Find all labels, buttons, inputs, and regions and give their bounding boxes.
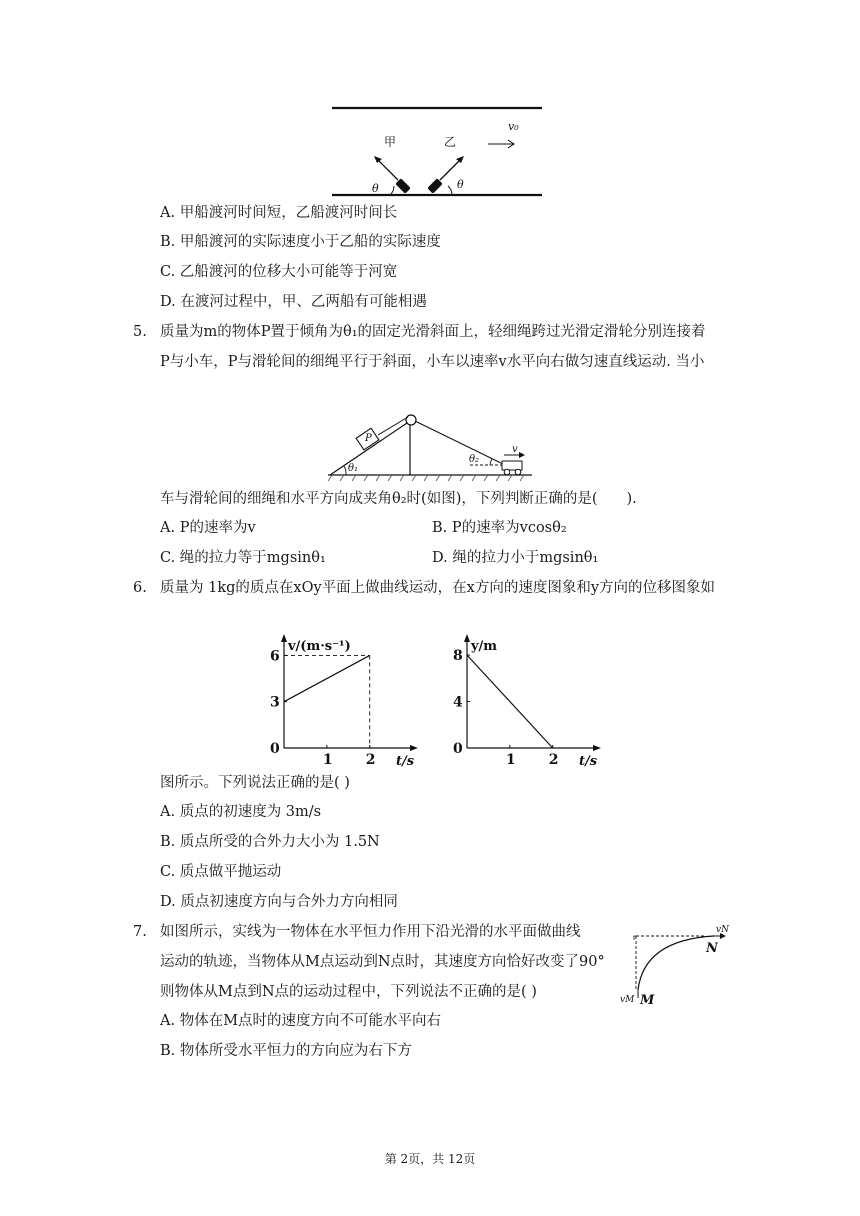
y-tick-label: 3 (270, 694, 280, 711)
rope-to-car (415, 421, 505, 465)
velocity-arrow-jia (376, 158, 398, 180)
x-axis-arrow (593, 745, 601, 751)
y-tick-label: 8 (453, 648, 463, 665)
displacement-time-graph (445, 630, 605, 772)
boat-jia (395, 178, 411, 194)
q5-number: 5. (133, 324, 147, 340)
q7-option-b: B. 物体所受水平恒力的方向应为右下方 (160, 1043, 412, 1059)
origin-label: 0 (270, 741, 280, 757)
q4-option-d: D. 在渡河过程中，甲、乙两船有可能相遇 (160, 294, 427, 310)
label-yi: 乙 (444, 135, 457, 149)
q4-option-a: A. 甲船渡河时间短，乙船渡河时间长 (160, 205, 398, 221)
river-crossing-figure (320, 100, 550, 200)
label-v0: v₀ (508, 120, 519, 133)
x-axis-arrow (410, 745, 418, 751)
velocity-time-graph (262, 630, 422, 772)
q6-option-c: C. 质点做平抛运动 (160, 864, 282, 880)
label-m: M (640, 993, 655, 1008)
q7-number: 7. (133, 924, 147, 940)
x-tick-label: 1 (505, 752, 516, 768)
cart (502, 461, 522, 470)
q7-text-line2: 运动的轨迹，当物体从M点运动到N点时，其速度方向恰好改变了90° (160, 954, 605, 970)
pulley (406, 415, 416, 425)
q5-option-c: C. 绳的拉力等于mgsinθ₁ (160, 550, 326, 566)
y-axis-arrow (281, 634, 287, 642)
q6-text-line1: 质量为 1kg的质点在xOy平面上做曲线运动，在x方向的速度图象和y方向的位移图象如 (160, 580, 716, 596)
q5-option-a: A. P的速率为v (160, 520, 256, 536)
velocity-arrow-yi (440, 158, 462, 180)
label-theta1: θ₁ (348, 463, 359, 474)
label-v: v (512, 444, 518, 455)
q5-option-d: D. 绳的拉力小于mgsinθ₁ (432, 550, 599, 566)
q5-text-line3: 车与滑轮间的细绳和水平方向成夹角θ₂时(如图)，下列判断正确的是( ). (160, 491, 637, 507)
x-axis-label: t/s (396, 754, 415, 769)
x-tick-label: 1 (322, 752, 333, 768)
origin-label: 0 (453, 741, 463, 757)
q6-option-d: D. 质点初速度方向与合外力方向相同 (160, 894, 398, 910)
q6-option-b: B. 质点所受的合外力大小为 1.5N (160, 834, 380, 850)
label-p: P (365, 433, 372, 444)
series-line (284, 655, 370, 701)
q5-option-b: B. P的速率为vcosθ₂ (432, 520, 567, 536)
page-footer: 第 2页，共 12页 (384, 1152, 476, 1166)
label-theta-left: θ (372, 182, 379, 195)
label-n: N (706, 941, 718, 956)
q7-option-a: A. 物体在M点时的速度方向不可能水平向右 (160, 1013, 442, 1029)
series-line (467, 655, 553, 748)
curved-trajectory-figure (616, 920, 736, 1010)
x-tick-label: 2 (548, 752, 559, 768)
q5-text-line2: P与小车，P与滑轮间的细绳平行于斜面，小车以速率v水平向右做匀速直线运动. 当小 (160, 354, 705, 370)
q6-number: 6. (133, 580, 147, 596)
q4-option-c: C. 乙船渡河的位移大小可能等于河宽 (160, 264, 398, 280)
boat-yi (427, 178, 443, 194)
y-axis-label: y/m (471, 639, 498, 654)
label-theta-right: θ (457, 178, 464, 191)
y-axis-arrow (464, 634, 470, 642)
y-axis-label: v/(m·s⁻¹) (288, 639, 351, 654)
q6-option-a: A. 质点的初速度为 3m/s (160, 804, 322, 820)
trajectory-curve (638, 936, 714, 990)
q4-option-b: B. 甲船渡河的实际速度小于乙船的实际速度 (160, 234, 441, 250)
q6-text-line2: 图所示。下列说法正确的是( ) (160, 775, 350, 791)
y-tick-label: 6 (270, 648, 280, 665)
x-tick-label: 2 (365, 752, 376, 768)
q7-text-line1: 如图所示，实线为一物体在水平恒力作用下沿光滑的水平面做曲线 (160, 924, 581, 940)
incline-pulley-figure (322, 405, 537, 485)
label-vn: vN (716, 925, 729, 935)
x-axis-label: t/s (579, 754, 598, 769)
q7-text-line3: 则物体从M点到N点的运动过程中，下列说法不正确的是( ) (160, 984, 537, 1000)
label-vm: vM (620, 995, 635, 1005)
label-jia: 甲 (384, 135, 397, 149)
y-tick-label: 4 (453, 694, 463, 711)
label-theta2: θ₂ (469, 454, 480, 465)
q5-text-line1: 质量为m的物体P置于倾角为θ₁的固定光滑斜面上，轻细绳跨过光滑定滑轮分别连接着 (160, 324, 706, 340)
